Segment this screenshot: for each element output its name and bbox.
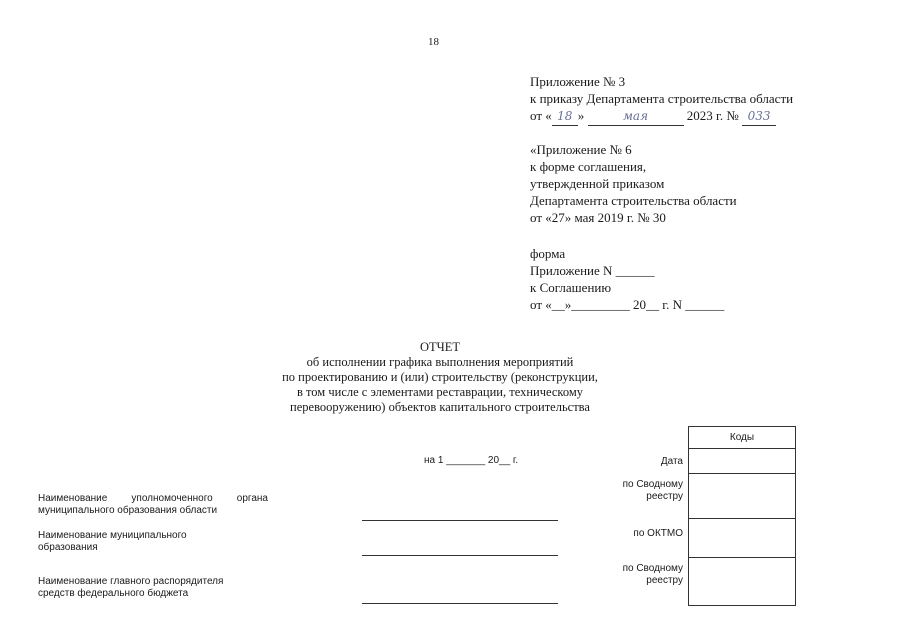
form-line: форма bbox=[530, 246, 566, 261]
report-period: на 1 _______ 20__ г. bbox=[424, 455, 519, 466]
report-title-heading: ОТЧЕТ bbox=[419, 340, 461, 354]
codes-header: Коды bbox=[729, 432, 755, 443]
codes-date-cell[interactable] bbox=[689, 448, 795, 473]
codes-registry1-cell[interactable] bbox=[689, 473, 795, 518]
page-number: 18 bbox=[428, 36, 439, 48]
codes-oktmo-cell[interactable] bbox=[689, 518, 795, 557]
municipality-fill-line bbox=[362, 555, 558, 556]
form-appendix-line: к форме соглашения, bbox=[530, 159, 647, 174]
codes-registry2-label: по Сводному реестру bbox=[622, 563, 683, 586]
codes-date-label: Дата bbox=[660, 456, 683, 467]
appendix-date-line: от « 18 » мая 2023 г. № 033 bbox=[530, 107, 793, 124]
codes-table bbox=[688, 426, 796, 606]
form-line: от «__»_________ 20__ г. N ______ bbox=[530, 297, 725, 312]
handwritten-day: 18 bbox=[552, 108, 578, 126]
appendix-header bbox=[530, 73, 793, 124]
codes-oktmo-label: по ОКТМО bbox=[633, 528, 683, 539]
report-title-line: перевооружению) объектов капитального строительства bbox=[290, 400, 590, 414]
appendix-title: Приложение № 3 bbox=[530, 74, 626, 89]
report-title-line: в том числе с элементами реставрации, техническому bbox=[296, 385, 584, 399]
handwritten-order-number: 033 bbox=[742, 108, 776, 126]
appendix-order-ref: к приказу Департамента строительства области bbox=[530, 91, 794, 106]
handwritten-month: мая bbox=[588, 108, 684, 126]
form-appendix-line: «Приложение № 6 bbox=[530, 142, 632, 157]
distributor-label: Наименование главного распорядителя средств федерального бюджета bbox=[38, 576, 224, 599]
form-line: Приложение N ______ bbox=[530, 263, 655, 278]
municipality-label: Наименование муниципального образования bbox=[38, 530, 187, 553]
codes-registry2-cell[interactable] bbox=[689, 557, 795, 605]
form-block bbox=[530, 245, 724, 313]
form-appendix-block bbox=[530, 141, 737, 226]
distributor-fill-line bbox=[362, 603, 558, 604]
report-title-line: об исполнении графика выполнения мероприятий bbox=[306, 355, 574, 369]
report-title-line: по проектированию и (или) строительству (реконструкции, bbox=[282, 370, 598, 384]
codes-registry1-label: по Сводному реестру bbox=[622, 479, 683, 502]
authority-label: Наименование уполномоченного органа муниципального образования области bbox=[38, 493, 268, 516]
report-title bbox=[250, 340, 630, 415]
form-appendix-line: от «27» мая 2019 г. № 30 bbox=[530, 210, 666, 225]
form-appendix-line: Департамента строительства области bbox=[530, 193, 737, 208]
form-line: к Соглашению bbox=[530, 280, 612, 295]
form-appendix-line: утвержденной приказом bbox=[530, 176, 665, 191]
authority-fill-line bbox=[362, 520, 558, 521]
